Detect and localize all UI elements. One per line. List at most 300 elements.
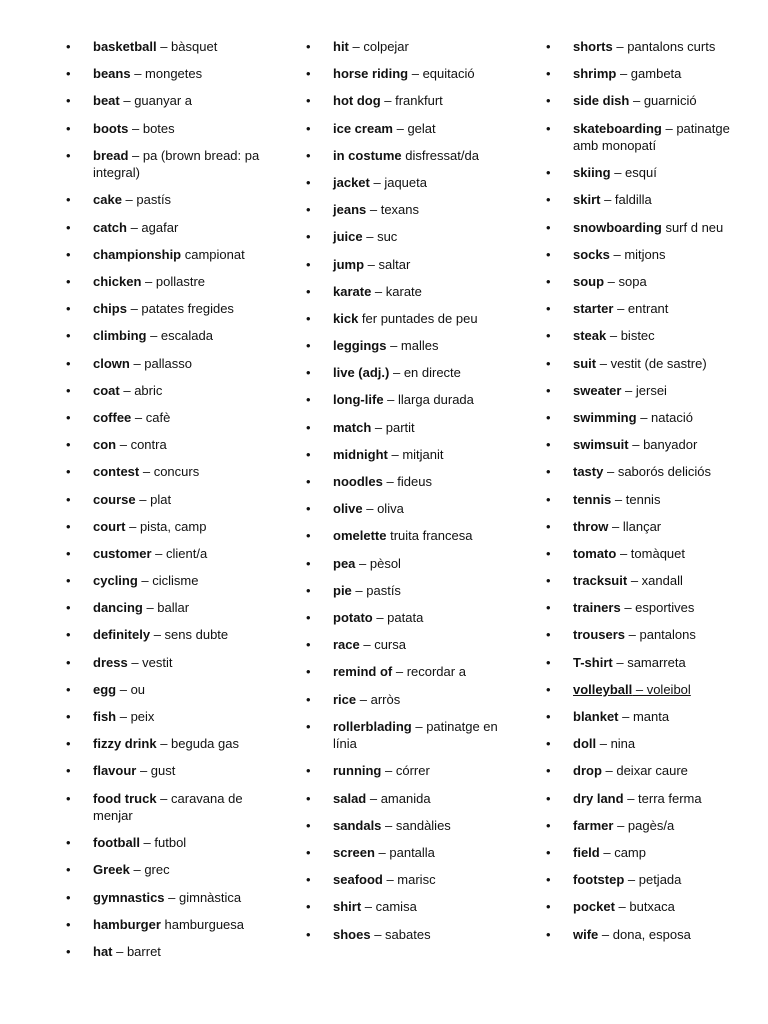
vocab-item [546, 355, 756, 373]
english-term: fizzy drink [93, 736, 157, 752]
vocab-item [306, 636, 506, 654]
catalan-translation: – dona, esposa [598, 926, 691, 942]
vocab-item [306, 926, 506, 944]
english-term: beans [93, 66, 131, 82]
vocab-item [306, 201, 506, 219]
catalan-translation: – pantalons curts [612, 39, 716, 54]
vocab-item [546, 300, 756, 318]
vocab-item [546, 817, 756, 835]
catalan-translation: campionat [181, 246, 245, 262]
english-term: course [93, 491, 136, 507]
vocab-item [66, 409, 266, 427]
catalan-translation: – botes [128, 120, 175, 136]
catalan-translation: – patata [372, 609, 424, 625]
catalan-translation: – esquí [610, 165, 657, 181]
catalan-translation: – mitjons [609, 246, 666, 262]
english-term: footstep [573, 872, 625, 888]
catalan-translation: – pallasso [129, 355, 192, 371]
english-term: noodles [333, 474, 383, 489]
catalan-translation: – grec [129, 862, 170, 878]
catalan-translation: – pagès/a [613, 817, 675, 833]
catalan-translation: – guarnició [629, 93, 697, 109]
vocab-item [66, 300, 266, 318]
vocab-item [66, 246, 266, 264]
vocab-item [306, 147, 506, 165]
catalan-translation: surf d neu [661, 219, 724, 235]
catalan-translation: – suc [362, 229, 398, 245]
english-term: dry land [573, 790, 624, 806]
english-term: hit [333, 39, 349, 54]
vocab-item [66, 92, 266, 110]
vocab-item [66, 762, 266, 780]
catalan-translation: – pantalons [625, 627, 696, 643]
catalan-translation: – petjada [624, 872, 682, 888]
vocab-item [546, 708, 756, 726]
catalan-translation: – terra ferma [623, 790, 702, 806]
vocab-item [546, 382, 756, 400]
vocab-item [546, 518, 756, 536]
english-term: farmer [573, 817, 614, 833]
catalan-translation: – butxaca [614, 899, 675, 915]
catalan-translation: – patinatge en línia [333, 718, 498, 752]
vocab-item [546, 164, 756, 182]
vocab-item [546, 65, 756, 83]
vocab-item [546, 436, 756, 454]
vocab-item [546, 599, 756, 617]
vocab-item [66, 436, 266, 454]
vocab-item [66, 191, 266, 209]
english-term: chicken [93, 274, 142, 289]
english-term: definitely [93, 627, 151, 643]
catalan-translation: – equitació [408, 66, 475, 82]
catalan-translation: – ballar [142, 600, 190, 616]
vocab-item [546, 898, 756, 916]
english-term: shirt [333, 899, 362, 915]
vocab-item [546, 273, 756, 291]
english-term: seafood [333, 872, 383, 888]
catalan-translation: – guanyar a [119, 93, 193, 109]
english-term: skirt [573, 192, 601, 208]
english-term: running [333, 763, 382, 779]
catalan-translation: – xandall [627, 573, 683, 589]
catalan-translation: – mitjanit [387, 446, 444, 462]
english-term: wife [573, 926, 599, 942]
catalan-translation: – cafè [131, 409, 171, 425]
english-term: dancing [93, 600, 143, 616]
catalan-translation: – ou [116, 681, 146, 697]
vocab-item [66, 599, 266, 617]
english-term: sweater [573, 382, 622, 398]
english-term: midnight [333, 446, 388, 462]
catalan-translation: – client/a [151, 545, 208, 561]
english-term: catch [93, 219, 127, 235]
english-term: T-shirt [573, 654, 613, 670]
vocab-item [306, 898, 506, 916]
vocab-item [306, 473, 506, 491]
english-term: flavour [93, 763, 137, 779]
catalan-translation: – en directe [389, 365, 461, 381]
catalan-translation: – sopa [604, 274, 647, 289]
english-term: kick [333, 310, 359, 326]
vocab-item [306, 663, 506, 681]
vocab-item [66, 889, 266, 907]
vocab-item [66, 943, 266, 961]
english-term: gymnastics [93, 889, 165, 905]
catalan-translation: – camisa [361, 899, 417, 915]
vocab-item [306, 38, 506, 56]
vocab-item [66, 708, 266, 726]
english-term: doll [573, 736, 597, 752]
catalan-translation: – mongetes [130, 66, 203, 82]
vocab-item [546, 762, 756, 780]
english-term: volleyball [573, 681, 633, 697]
vocab-item [546, 735, 756, 753]
english-term: cycling [93, 573, 138, 589]
english-term: fish [93, 709, 117, 724]
vocab-item [306, 391, 506, 409]
english-term: race [333, 637, 360, 653]
english-term: match [333, 419, 372, 435]
catalan-translation: – partit [371, 419, 415, 435]
vocab-item [546, 409, 756, 427]
english-term: drop [573, 763, 602, 779]
vocab-item [306, 817, 506, 835]
english-term: salad [333, 790, 367, 806]
english-term: rice [333, 691, 357, 707]
english-term: food truck [93, 790, 157, 806]
catalan-translation: – abric [119, 382, 163, 398]
english-term: steak [573, 328, 607, 344]
english-term: cake [93, 192, 122, 208]
catalan-translation: – barret [112, 944, 161, 959]
vocab-item [66, 681, 266, 699]
catalan-translation: – jaqueta [369, 174, 427, 190]
catalan-translation: – manta [618, 709, 670, 724]
english-term: sandals [333, 817, 382, 833]
catalan-translation: truita francesa [386, 528, 473, 544]
english-term: climbing [93, 328, 147, 344]
catalan-translation: – agafar [126, 219, 179, 235]
english-term: beat [93, 93, 120, 109]
vocab-item [546, 463, 756, 481]
catalan-translation: – cursa [359, 637, 406, 653]
english-term: potato [333, 609, 373, 625]
catalan-translation: – concurs [139, 464, 200, 480]
english-term: live (adj.) [333, 365, 390, 381]
catalan-translation: hamburguesa [160, 916, 245, 932]
english-term: trainers [573, 600, 621, 616]
vocab-item [306, 582, 506, 600]
catalan-translation: – arròs [356, 691, 401, 707]
vocab-item [546, 790, 756, 808]
vocab-list [306, 38, 506, 943]
catalan-translation: – oliva [362, 501, 404, 517]
vocab-item [306, 844, 506, 862]
english-term: tennis [573, 491, 612, 507]
vocab-item [546, 92, 756, 110]
english-term: jeans [333, 202, 367, 218]
catalan-translation: – karate [371, 283, 422, 299]
vocab-item [306, 871, 506, 889]
vocab-list [546, 38, 756, 943]
catalan-translation: – tennis [611, 491, 661, 507]
catalan-translation: – tomàquet [616, 545, 685, 561]
english-term: chips [93, 301, 127, 317]
english-term: swimming [573, 409, 637, 425]
english-term: karate [333, 283, 372, 299]
english-term: boots [93, 120, 129, 136]
vocab-item [66, 219, 266, 237]
english-term: pie [333, 582, 352, 598]
vocab-item [306, 337, 506, 355]
english-term: jump [333, 256, 365, 272]
english-term: juice [333, 229, 363, 245]
vocab-item [66, 355, 266, 373]
vocab-item [66, 626, 266, 644]
catalan-translation: – ciclisme [137, 573, 199, 589]
catalan-translation: – beguda gas [156, 736, 239, 752]
vocab-item [546, 626, 756, 644]
vocab-item [306, 691, 506, 709]
catalan-translation: – gelat [393, 120, 436, 136]
catalan-translation: – jersei [621, 382, 667, 398]
catalan-translation: – voleibol [632, 681, 691, 697]
english-term: bread [93, 147, 129, 163]
catalan-translation: – plat [135, 491, 172, 507]
english-term: skateboarding [573, 120, 662, 136]
vocab-item [66, 273, 266, 291]
catalan-translation: – futbol [139, 835, 187, 851]
english-term: trousers [573, 627, 626, 643]
vocab-item [306, 790, 506, 808]
catalan-translation: – pastís [121, 192, 172, 208]
vocab-item [66, 545, 266, 563]
vocab-item [66, 147, 266, 182]
catalan-translation: – banyador [628, 437, 698, 453]
english-term: ice cream [333, 120, 393, 136]
catalan-translation: – sens dubte [150, 627, 229, 643]
vocab-item [66, 38, 266, 56]
english-term: clown [93, 355, 130, 371]
vocab-column-3 [546, 38, 756, 953]
english-term: dress [93, 654, 128, 670]
catalan-translation: – saltar [364, 256, 411, 272]
english-term: Greek [93, 862, 130, 878]
english-term: shoes [333, 926, 371, 942]
vocab-item [66, 916, 266, 934]
english-term: horse riding [333, 66, 409, 82]
vocab-item [546, 572, 756, 590]
catalan-translation: – vestit [127, 654, 173, 670]
catalan-translation: – pèsol [355, 555, 401, 571]
english-term: court [93, 518, 126, 534]
catalan-translation: – pa (brown bread: pa integral) [93, 147, 260, 181]
vocab-item [306, 609, 506, 627]
catalan-translation: – texans [366, 202, 420, 218]
catalan-translation: – sandàlies [381, 817, 451, 833]
vocab-item [306, 718, 506, 753]
catalan-translation: – marisc [382, 872, 436, 888]
english-term: contest [93, 464, 140, 480]
english-term: suit [573, 355, 597, 371]
vocab-item [66, 518, 266, 536]
catalan-translation: – córrer [381, 763, 430, 779]
english-term: tomato [573, 545, 617, 561]
vocab-item [306, 65, 506, 83]
vocab-item [306, 92, 506, 110]
catalan-translation: – gimnàstica [164, 889, 242, 905]
english-term: egg [93, 681, 117, 697]
vocab-item [306, 500, 506, 518]
catalan-translation: – fideus [382, 474, 432, 489]
vocab-item [66, 463, 266, 481]
catalan-translation: – patates fregides [126, 301, 234, 317]
english-term: soup [573, 274, 605, 289]
catalan-translation: – nina [596, 736, 636, 752]
catalan-translation: – camp [599, 844, 646, 860]
catalan-translation: – pista, camp [125, 518, 207, 534]
vocab-item [546, 654, 756, 672]
catalan-translation: fer puntades de peu [358, 310, 478, 326]
vocab-item [546, 191, 756, 209]
vocab-item [306, 310, 506, 328]
english-term: blanket [573, 709, 619, 724]
english-term: snowboarding [573, 219, 662, 235]
catalan-translation: – bàsquet [156, 39, 218, 54]
english-term: swimsuit [573, 437, 629, 453]
english-term: pocket [573, 899, 615, 915]
english-term: coat [93, 382, 120, 398]
english-term: side dish [573, 93, 630, 109]
vocab-item [306, 527, 506, 545]
catalan-translation: – entrant [613, 301, 669, 317]
catalan-translation: – gust [136, 763, 176, 779]
vocab-item [66, 861, 266, 879]
catalan-translation: – caravana de menjar [93, 790, 243, 824]
english-term: throw [573, 518, 609, 534]
catalan-translation: – llançar [608, 518, 662, 534]
english-term: customer [93, 545, 152, 561]
vocab-item [306, 120, 506, 138]
catalan-translation: – escalada [146, 328, 213, 344]
english-term: hat [93, 944, 113, 959]
english-term: tracksuit [573, 573, 628, 589]
vocab-item [306, 174, 506, 192]
english-term: tasty [573, 464, 604, 480]
english-term: field [573, 844, 600, 860]
vocab-item [306, 446, 506, 464]
vocab-item [66, 790, 266, 825]
english-term: olive [333, 501, 363, 517]
vocab-item [546, 246, 756, 264]
catalan-translation: – faldilla [600, 192, 652, 208]
english-term: omelette [333, 528, 387, 544]
english-term: long-life [333, 392, 384, 408]
english-term: football [93, 835, 140, 851]
english-term: hot dog [333, 93, 381, 109]
vocab-item [306, 419, 506, 437]
vocab-item [66, 572, 266, 590]
english-term: basketball [93, 39, 157, 54]
vocab-item [546, 38, 756, 56]
vocab-item [546, 219, 756, 237]
catalan-translation: – frankfurt [380, 93, 443, 109]
english-term: hamburger [93, 916, 161, 932]
vocab-column-2 [306, 38, 506, 953]
english-term: skiing [573, 165, 611, 181]
english-term: socks [573, 246, 610, 262]
vocab-item [306, 364, 506, 382]
catalan-translation: – gambeta [616, 66, 682, 82]
vocab-item [66, 491, 266, 509]
catalan-translation: – natació [636, 409, 693, 425]
vocab-item [306, 256, 506, 274]
english-term: jacket [333, 174, 370, 190]
catalan-translation: – malles [386, 338, 439, 354]
vocab-item [546, 120, 756, 155]
vocab-item [66, 382, 266, 400]
english-term: in costume [333, 147, 402, 163]
vocab-item [546, 327, 756, 345]
catalan-translation: – pastís [351, 582, 401, 598]
vocab-item [66, 654, 266, 672]
vocab-item [546, 926, 756, 944]
vocab-list [66, 38, 266, 961]
vocab-item [306, 555, 506, 573]
english-term: rollerblading [333, 718, 412, 734]
english-term: remind of [333, 664, 393, 680]
catalan-translation: – amanida [366, 790, 431, 806]
vocab-column-1 [66, 38, 266, 970]
catalan-translation: – bistec [606, 328, 655, 344]
catalan-translation: – pantalla [374, 844, 435, 860]
catalan-translation: – sabates [370, 926, 431, 942]
catalan-translation: – esportives [620, 600, 695, 616]
vocab-item [546, 844, 756, 862]
catalan-translation: – recordar a [392, 664, 466, 680]
vocab-item [546, 545, 756, 563]
catalan-translation: disfressat/da [401, 147, 479, 163]
catalan-translation: – deixar caure [601, 763, 688, 779]
english-term: pea [333, 555, 356, 571]
english-term: coffee [93, 409, 132, 425]
vocab-item [306, 762, 506, 780]
vocab-item [306, 228, 506, 246]
catalan-translation: – llarga durada [383, 392, 474, 408]
catalan-translation: – vestit (de sastre) [596, 355, 707, 371]
english-term: con [93, 437, 117, 453]
vocab-item [546, 681, 756, 699]
vocab-item [66, 735, 266, 753]
catalan-translation: – samarreta [612, 654, 686, 670]
english-term: championship [93, 246, 182, 262]
catalan-translation: – peix [116, 709, 155, 724]
vocab-item [66, 120, 266, 138]
vocab-item [66, 327, 266, 345]
vocab-item [546, 491, 756, 509]
english-term: screen [333, 844, 375, 860]
vocab-item [66, 834, 266, 852]
catalan-translation: – pollastre [141, 274, 206, 289]
catalan-translation: – saborós deliciós [603, 464, 712, 480]
catalan-translation: – colpejar [348, 39, 409, 54]
vocab-item [66, 65, 266, 83]
vocab-item [546, 871, 756, 889]
english-term: starter [573, 301, 614, 317]
vocab-item [306, 283, 506, 301]
catalan-translation: – patinatge amb monopatí [573, 120, 730, 154]
english-term: shorts [573, 39, 613, 54]
